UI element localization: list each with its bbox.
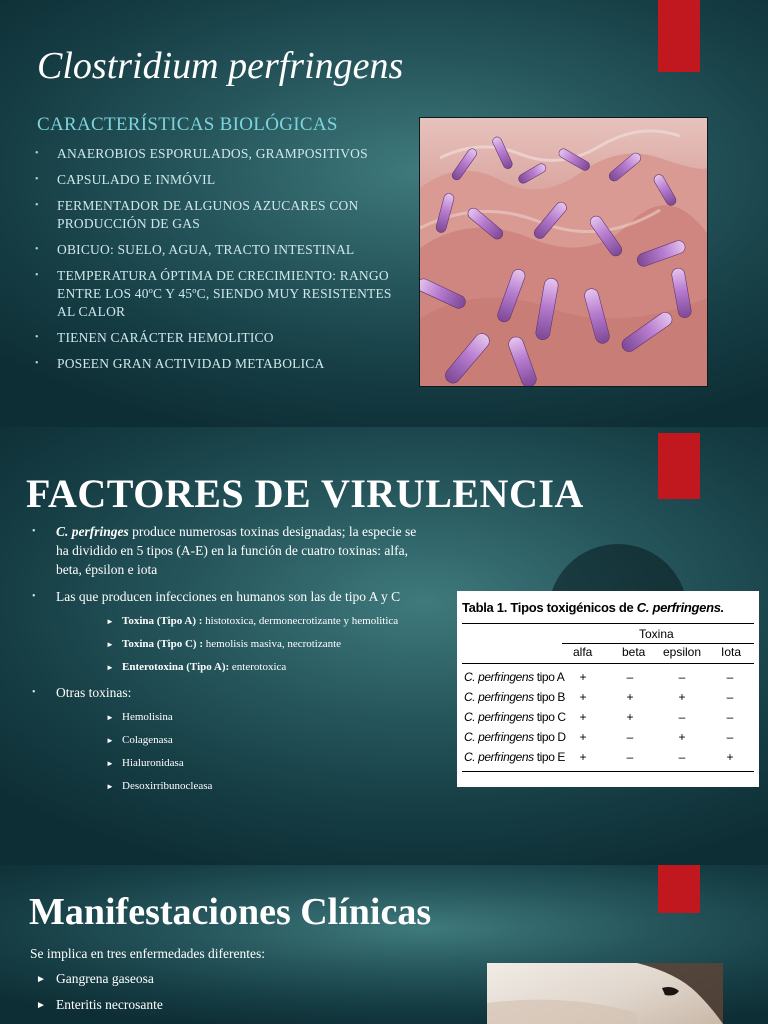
column-header: alfa <box>573 645 593 659</box>
table-cell: – <box>726 710 734 724</box>
slide-title: Manifestaciones Clínicas <box>29 891 432 933</box>
toxin-item: ► Hialuronidasa <box>106 756 430 771</box>
list-item: ► Enteritis necrosante <box>36 996 163 1014</box>
diseases-list <box>36 970 163 1022</box>
paragraph-text: produce numerosas toxinas designadas; la especie se ha dividido en 5 tipos (A-E) en la función de cuatro toxinas: alfa, beta, épsilon e iota <box>56 524 417 577</box>
column-header: Iota <box>721 645 742 659</box>
table-cell: – <box>626 750 634 764</box>
table-group-header: Toxina <box>639 627 674 641</box>
row-label: C. perfringens tipo D <box>464 730 566 744</box>
table-cell: + <box>626 710 634 724</box>
slide-title: Clostridium perfringens <box>37 45 404 87</box>
list-item: • TIENEN CARÁCTER HEMOLITICO <box>33 329 393 347</box>
accent-bar <box>658 433 700 499</box>
clinical-photo <box>487 963 723 1024</box>
table-cell: + <box>579 710 587 724</box>
paragraph-text: Se implica en tres enfermedades diferentes: <box>30 946 266 961</box>
toxin-item <box>106 614 430 629</box>
slide-biological-characteristics <box>0 0 768 427</box>
toxin-item <box>106 660 430 675</box>
table-cell: – <box>726 670 734 684</box>
toxin-name: Toxina (Tipo C) : <box>122 638 203 650</box>
list-item: • FERMENTADOR DE ALGUNOS AZUCARES CON PRODUCCIÓN DE GAS <box>33 197 393 233</box>
accent-bar <box>658 0 700 72</box>
table-cell: + <box>579 750 587 764</box>
toxin-item <box>106 637 430 652</box>
table-cell: – <box>678 710 686 724</box>
clinical-photo-illustration <box>487 963 723 1024</box>
table-cell: – <box>626 670 634 684</box>
toxin-item: ► Hemolisina <box>106 710 430 725</box>
list-item <box>30 683 430 794</box>
table-cell: – <box>678 750 686 764</box>
table-cell: + <box>579 730 587 744</box>
table-cell: + <box>579 670 587 684</box>
table-cell: – <box>678 670 686 684</box>
toxin-types-list <box>56 614 430 675</box>
list-item: • CAPSULADO E INMÓVIL <box>33 171 393 189</box>
column-header: beta <box>622 645 646 659</box>
table-rule <box>562 643 754 644</box>
bacteria-micrograph-image <box>419 117 708 387</box>
toxin-desc: histotoxica, dermonecrotizante y hemolitica <box>202 615 399 627</box>
table-cell: + <box>626 690 634 704</box>
table-cell: – <box>626 730 634 744</box>
slide-title: FACTORES DE VIRULENCIA <box>26 471 584 516</box>
table-rule <box>462 771 754 772</box>
bacteria-illustration <box>420 118 707 386</box>
virulence-list <box>30 522 430 802</box>
list-item: • OBICUO: SUELO, AGUA, TRACTO INTESTINAL <box>33 241 393 259</box>
toxin-name: Toxina (Tipo A) : <box>122 615 203 627</box>
table-rule <box>462 663 754 664</box>
table-cell: + <box>579 690 587 704</box>
other-toxins-list <box>56 710 430 794</box>
list-item: • ANAEROBIOS ESPORULADOS, GRAMPOSITIVOS <box>33 145 393 163</box>
table-cell: + <box>726 750 734 764</box>
table-cell: + <box>678 730 686 744</box>
row-label: C. perfringens tipo E <box>464 750 566 764</box>
toxin-desc: hemolisis masiva, necrotizante <box>203 638 342 650</box>
table-rule <box>462 623 754 624</box>
column-header: epsilon <box>663 645 702 659</box>
table-cell: + <box>678 690 686 704</box>
toxin-item: ► Desoxirribunocleasa <box>106 779 430 794</box>
toxin-item: ► Colagenasa <box>106 733 430 748</box>
table-cell: – <box>726 730 734 744</box>
paragraph-text: Las que producen infecciones en humanos son las de tipo A y C <box>56 589 401 604</box>
list-item: • TEMPERATURA ÓPTIMA DE CRECIMIENTO: RANGO ENTRE LOS 40ºC Y 45ºC, SIENDO MUY RESISTENTES AL CALOR <box>33 267 393 321</box>
accent-bar <box>658 865 700 913</box>
list-item: • POSEEN GRAN ACTIVIDAD METABOLICA <box>33 355 393 373</box>
list-item: ► Gangrena gaseosa <box>36 970 163 988</box>
toxin-desc: enterotoxica <box>229 661 287 673</box>
row-label: C. perfringens tipo B <box>464 690 566 704</box>
paragraph-text: Otras toxinas: <box>56 685 132 700</box>
species-name: C. perfringes <box>56 524 129 539</box>
row-label: C. perfringens tipo A <box>464 670 565 684</box>
table-caption: Tabla 1. Tipos toxigénicos de C. perfringens. <box>462 600 724 615</box>
toxigenic-types-table <box>457 591 759 787</box>
toxin-name: Enterotoxina (Tipo A): <box>122 661 230 673</box>
table-cell: – <box>726 690 734 704</box>
list-item <box>30 587 430 675</box>
row-label: C. perfringens tipo C <box>464 710 566 724</box>
list-item <box>30 522 430 579</box>
characteristics-list <box>33 145 393 381</box>
slide-subtitle: CARACTERÍSTICAS BIOLÓGICAS <box>37 114 338 135</box>
